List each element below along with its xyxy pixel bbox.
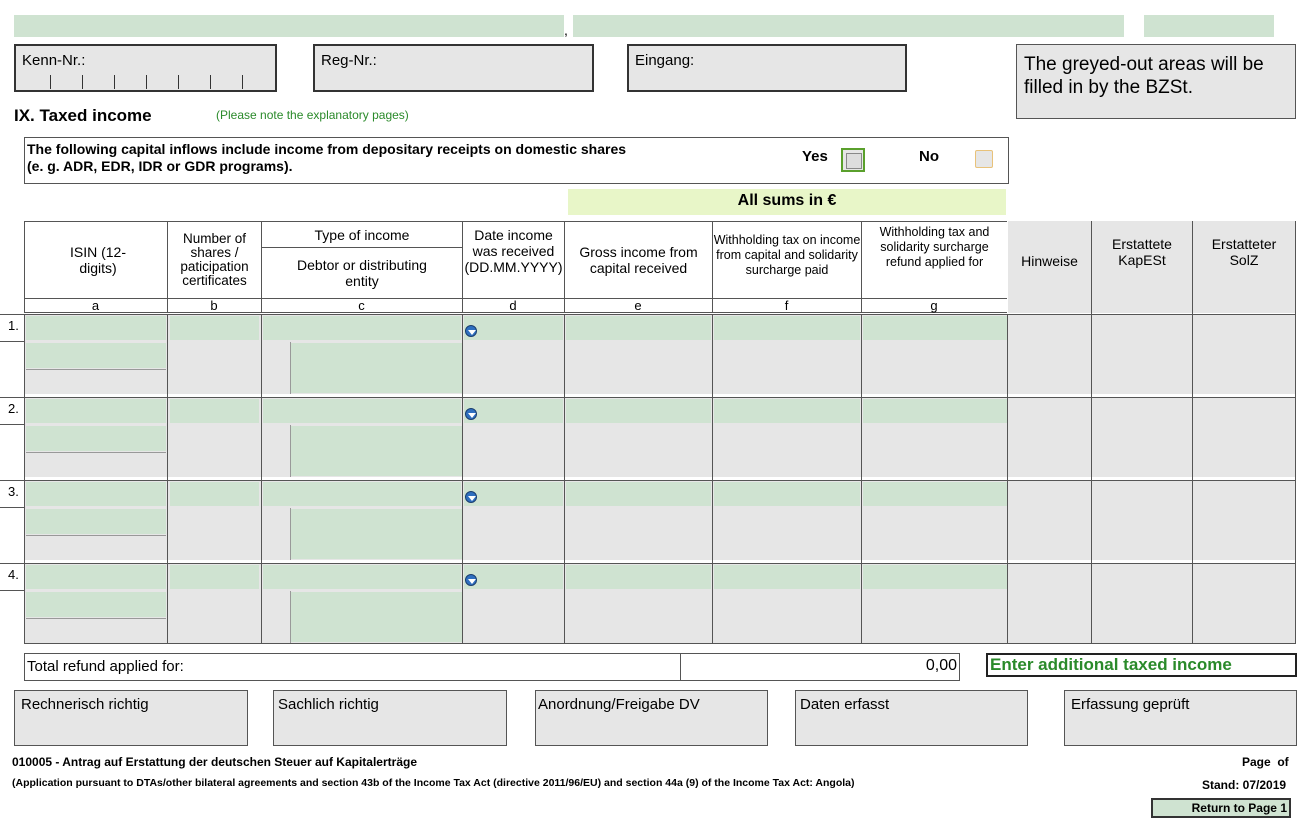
signoff-erfassung-geprueft [1064,690,1297,746]
signoff-sachlich [273,690,507,746]
col-letter-g: g [930,298,938,313]
row-2-kapest-cell [1092,398,1192,477]
row-1-type-of-income-select[interactable] [263,316,461,340]
row-4-withholding-paid-input[interactable] [714,565,860,589]
col-letter-a: a [91,298,100,313]
row-1-debtor-input[interactable] [291,343,462,393]
row-3-solz-cell [1193,481,1295,560]
row-mid-line [0,507,24,508]
question-text-line1: The following capital inflows include income from depositary receipts on domestic shares [27,141,627,157]
row-3-isin-input-2[interactable] [26,509,166,534]
row-3-isin-divider [26,535,166,536]
row-4-debtor-left-line [290,591,291,643]
column-line [1007,314,1008,643]
col-header-solz: Erstatteter SolZ [1211,236,1277,268]
top-field-separator: , [564,22,568,38]
kenn-nr-label: Kenn-Nr.: [22,52,86,69]
row-1-solz-cell [1193,315,1295,394]
row-2-type-of-income-select[interactable] [263,399,461,423]
signoff-anordnung-label: Anordnung/Freigabe DV [538,696,700,713]
bzst-note-box [1016,44,1296,119]
no-label: No [919,148,939,165]
col-letter-b: b [210,298,218,313]
total-label: Total refund applied for: [27,658,184,675]
yes-label: Yes [802,148,828,165]
eingang-box [627,44,907,92]
row-4-shares-input[interactable] [170,565,259,589]
row-2-date-input[interactable] [464,399,563,423]
row-official-top-line [1008,563,1296,564]
row-2-shares-input[interactable] [170,399,259,423]
signoff-sachlich-label: Sachlich richtig [278,696,379,713]
col-letter-c: c [358,298,365,313]
row-3-gross-input[interactable] [566,482,711,506]
row-4-isin-input[interactable] [26,565,166,589]
row-1-dropdown-icon[interactable] [465,325,477,337]
row-4-debtor-input[interactable] [291,592,462,642]
row-2-dropdown-icon[interactable] [465,408,477,420]
signoff-erfassung-geprueft-label: Erfassung geprüft [1071,696,1190,713]
col-header-refund-applied: Withholding tax and solidarity surcharge refund applied for [879,224,990,269]
row-3-debtor-input[interactable] [291,509,462,559]
row-2-debtor-input[interactable] [291,426,462,476]
row-1-date-input[interactable] [464,316,563,340]
col-header-isin: ISIN (12-digits) [69,244,126,276]
row-3-dropdown-icon[interactable] [465,491,477,503]
row-1-withholding-paid-input[interactable] [714,316,860,340]
row-4-date-input[interactable] [464,565,563,589]
row-4-dropdown-icon[interactable] [465,574,477,586]
col-header-debtor: Debtor or distributing entity [297,257,427,289]
reg-nr-box [313,44,594,92]
top-field-1[interactable] [14,15,564,37]
row-2-debtor-left-line [290,425,291,477]
kenn-nr-box [14,44,277,92]
row-1-hinweise-cell [1008,315,1091,394]
enter-additional-income-button[interactable]: Enter additional taxed income [986,653,1297,677]
row-4-kapest-cell [1092,564,1192,643]
col-letter-d: d [509,298,517,313]
col-header-shares: Number of shares / paticipation certificates [180,231,249,288]
row-4-refund-applied-input[interactable] [863,565,1007,589]
row-number: 1. [8,318,19,333]
row-2-gross-input[interactable] [566,399,711,423]
signoff-daten-erfasst [795,690,1028,746]
row-official-top-line [1008,397,1296,398]
row-4-isin-input-2[interactable] [26,592,166,617]
row-mid-line [0,424,24,425]
row-3-kapest-cell [1092,481,1192,560]
row-4-hinweise-cell [1008,564,1091,643]
col-header-withholding-paid: Withholding tax on income from capital and solidarity surcharge paid [713,232,861,277]
table-bottom-line [24,643,1296,644]
row-3-debtor-left-line [290,508,291,560]
signoff-rechnerisch [14,690,248,746]
row-3-hinweise-cell [1008,481,1091,560]
footer-application: (Application pursuant to DTAs/other bilateral agreements and section 43b of the Income Tax Act (directive 2011/96/EU) and section 44a (9) of the Income Tax Act: Angola) [12,777,855,789]
column-line [712,314,713,643]
column-line [564,314,565,643]
row-number: 2. [8,401,19,416]
row-3-isin-input[interactable] [26,482,166,506]
top-field-2[interactable] [573,15,1124,37]
col-letter-f: f [784,298,789,313]
eingang-label: Eingang: [635,52,695,69]
yes-checkbox[interactable] [841,148,865,172]
question-text-line2: (e. g. ADR, EDR, IDR or GDR programs). [27,158,293,174]
column-line [861,314,862,643]
row-1-shares-input[interactable] [170,316,259,340]
footer-stand: Stand: 07/2019 [1202,778,1287,792]
row-mid-line [0,341,24,342]
row-2-refund-applied-input[interactable] [863,399,1007,423]
footer-form-id: 010005 - Antrag auf Erstattung der deutschen Steuer auf Kapitalerträge [12,755,417,769]
row-number: 4. [8,567,19,582]
column-line [24,314,25,643]
bzst-note: The greyed-out areas will be filled in by the BZSt. [1024,54,1264,98]
row-number: 3. [8,484,19,499]
row-2-solz-cell [1193,398,1295,477]
col-letter-e: e [634,298,642,313]
row-3-type-of-income-select[interactable] [263,482,461,506]
footer-page: Page of [1242,755,1289,769]
row-4-solz-cell [1193,564,1295,643]
row-official-top-line [1008,480,1296,481]
row-1-isin-input[interactable] [26,316,166,340]
row-mid-line [0,590,24,591]
row-1-debtor-left-line [290,342,291,394]
row-official-top-line [1008,314,1296,315]
row-1-isin-divider [26,369,166,370]
row-2-isin-input-2[interactable] [26,426,166,451]
signoff-daten-erfasst-label: Daten erfasst [800,696,890,713]
signoff-rechnerisch-label: Rechnerisch richtig [21,696,149,713]
row-3-date-input[interactable] [464,482,563,506]
section-hint: (Please note the explanatory pages) [216,108,409,122]
column-line [261,314,262,643]
row-2-isin-divider [26,452,166,453]
row-2-isin-input[interactable] [26,399,166,423]
column-line [167,314,168,643]
row-1-refund-applied-input[interactable] [863,316,1007,340]
col-header-date: Date income was received (DD.MM.YYYY) [464,227,563,275]
row-1-kapest-cell [1092,315,1192,394]
signoff-anordnung [535,690,768,746]
row-3-refund-applied-input[interactable] [863,482,1007,506]
all-sums-note: All sums in € [737,192,837,209]
section-title: IX. Taxed income [14,106,152,125]
col-header-type-of-income: Type of income [314,226,410,243]
total-value: 0,00 [925,657,957,674]
no-checkbox[interactable] [975,150,993,168]
row-4-isin-divider [26,618,166,619]
row-1-gross-input[interactable] [566,316,711,340]
column-line [462,314,463,643]
col-header-hinweise: Hinweise [1021,253,1078,269]
col-header-gross: Gross income from capital received [579,244,698,276]
reg-nr-label: Reg-Nr.: [321,52,377,69]
row-3-shares-input[interactable] [170,482,259,506]
row-3-withholding-paid-input[interactable] [714,482,860,506]
return-to-page-1-button[interactable]: Return to Page 1 [1151,798,1291,818]
top-field-3[interactable] [1144,15,1274,37]
row-2-withholding-paid-input[interactable] [714,399,860,423]
row-4-type-of-income-select[interactable] [263,565,461,589]
row-2-hinweise-cell [1008,398,1091,477]
col-header-kapest: Erstattete KapESt [1112,236,1172,268]
total-box [24,653,960,681]
row-1-isin-input-2[interactable] [26,343,166,368]
row-4-gross-input[interactable] [566,565,711,589]
depositary-question-box [24,137,1009,184]
